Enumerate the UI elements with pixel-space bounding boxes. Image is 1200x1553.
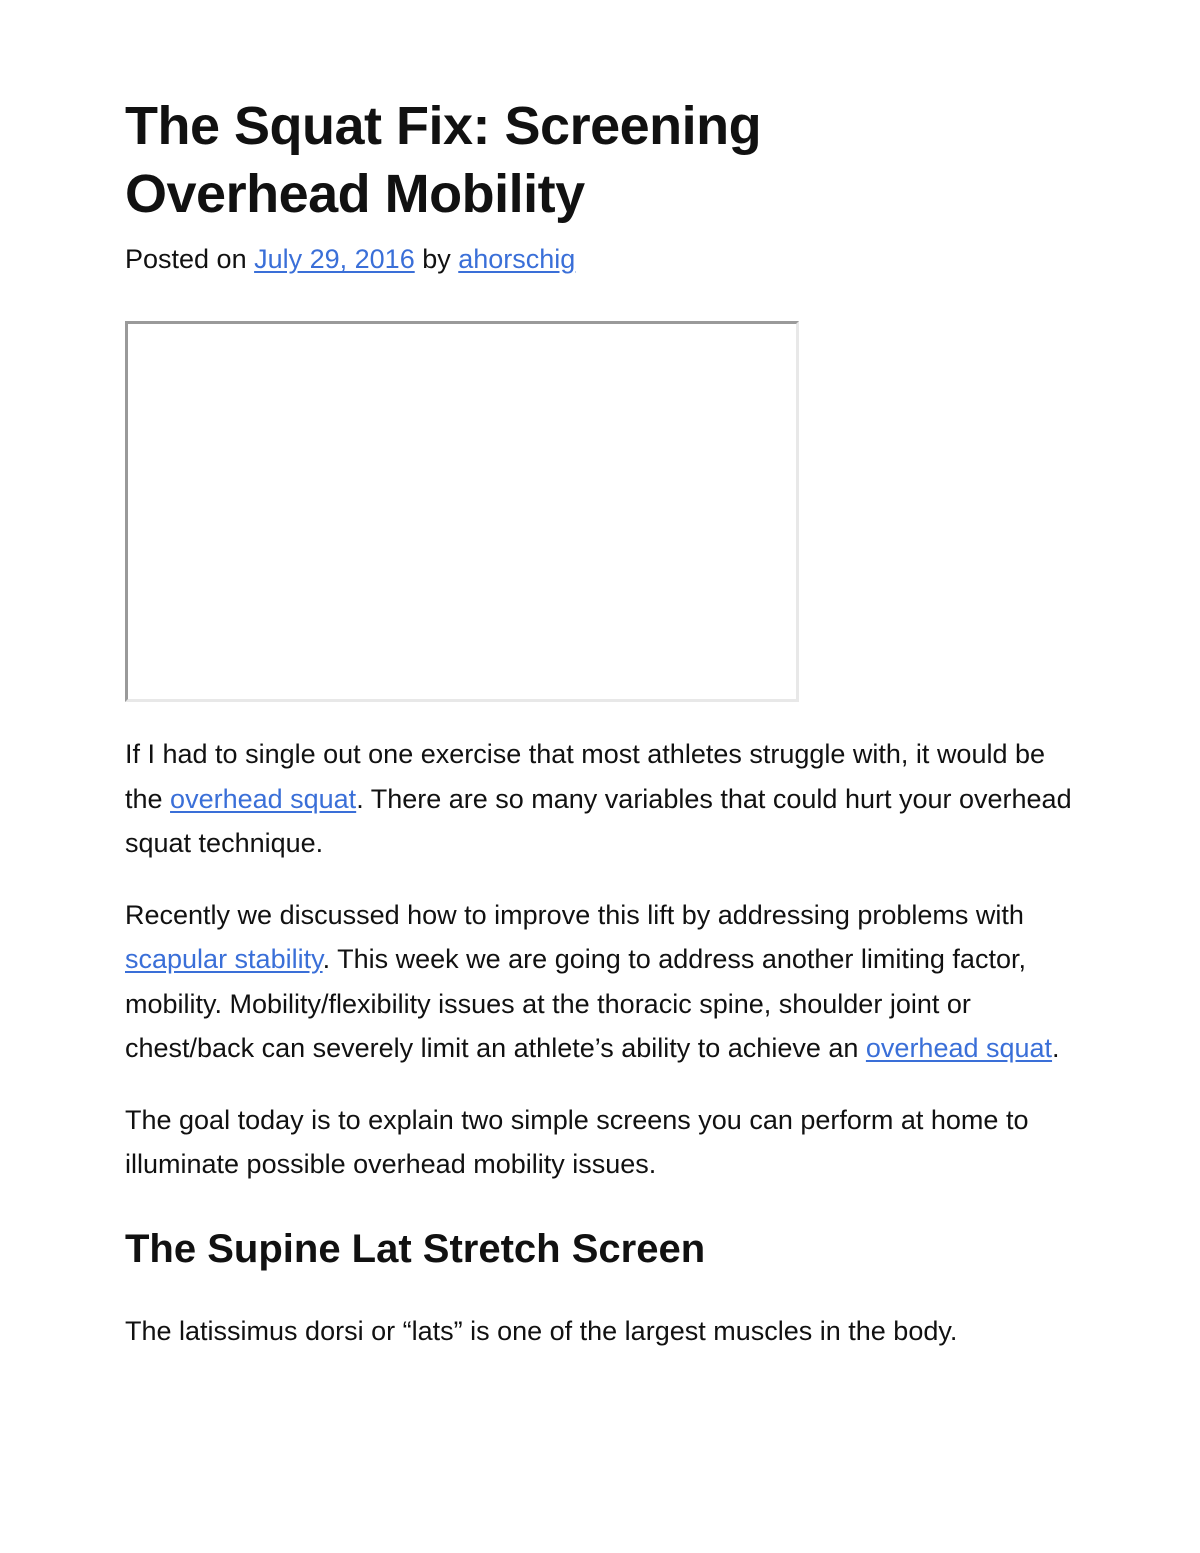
paragraph-mobility — [125, 893, 1075, 1071]
paragraph-lats: The latissimus dorsi or “lats” is one of the largest muscles in the body. — [125, 1315, 958, 1346]
paragraph-goal: The goal today is to explain two simple screens you can perform at home to illuminate possible overhead mobility issues. — [125, 1104, 1029, 1179]
posted-on-label: Posted on — [125, 244, 255, 274]
post-meta — [125, 239, 1075, 279]
paragraph-text: . This week we are going to address another limiting factor, mobility. Mobility/flexibility issues at the thoracic spine, shoulder joint or chest/back can severely limit an athlete’s ability to achieve an — [125, 944, 1026, 1063]
embedded-video-frame[interactable] — [125, 321, 799, 702]
overhead-squat-link[interactable]: overhead squat — [170, 783, 357, 814]
post-date-link[interactable]: July 29, 2016 — [254, 244, 415, 274]
overhead-squat-link-2[interactable]: overhead squat — [865, 1033, 1053, 1063]
scapular-stability-link[interactable]: scapular stability — [125, 944, 323, 974]
section-heading: The Supine Lat Stretch Screen — [125, 1226, 706, 1271]
paragraph-text: Recently we discussed how to improve this lift by addressing problems with — [125, 899, 1024, 930]
article-title: The Squat Fix: Screening Overhead Mobility — [125, 96, 762, 224]
paragraph-intro — [125, 732, 1075, 866]
paragraph-text: If I had to single out one exercise that most athletes struggle with, it would be the — [125, 739, 1046, 814]
by-label: by — [414, 244, 459, 274]
paragraph-text: . — [1052, 1033, 1060, 1063]
article — [125, 92, 1075, 1353]
author-link[interactable]: ahorschig — [458, 244, 576, 274]
paragraph-text: . There are so many variables that could hurt your overhead squat technique. — [125, 783, 1072, 858]
